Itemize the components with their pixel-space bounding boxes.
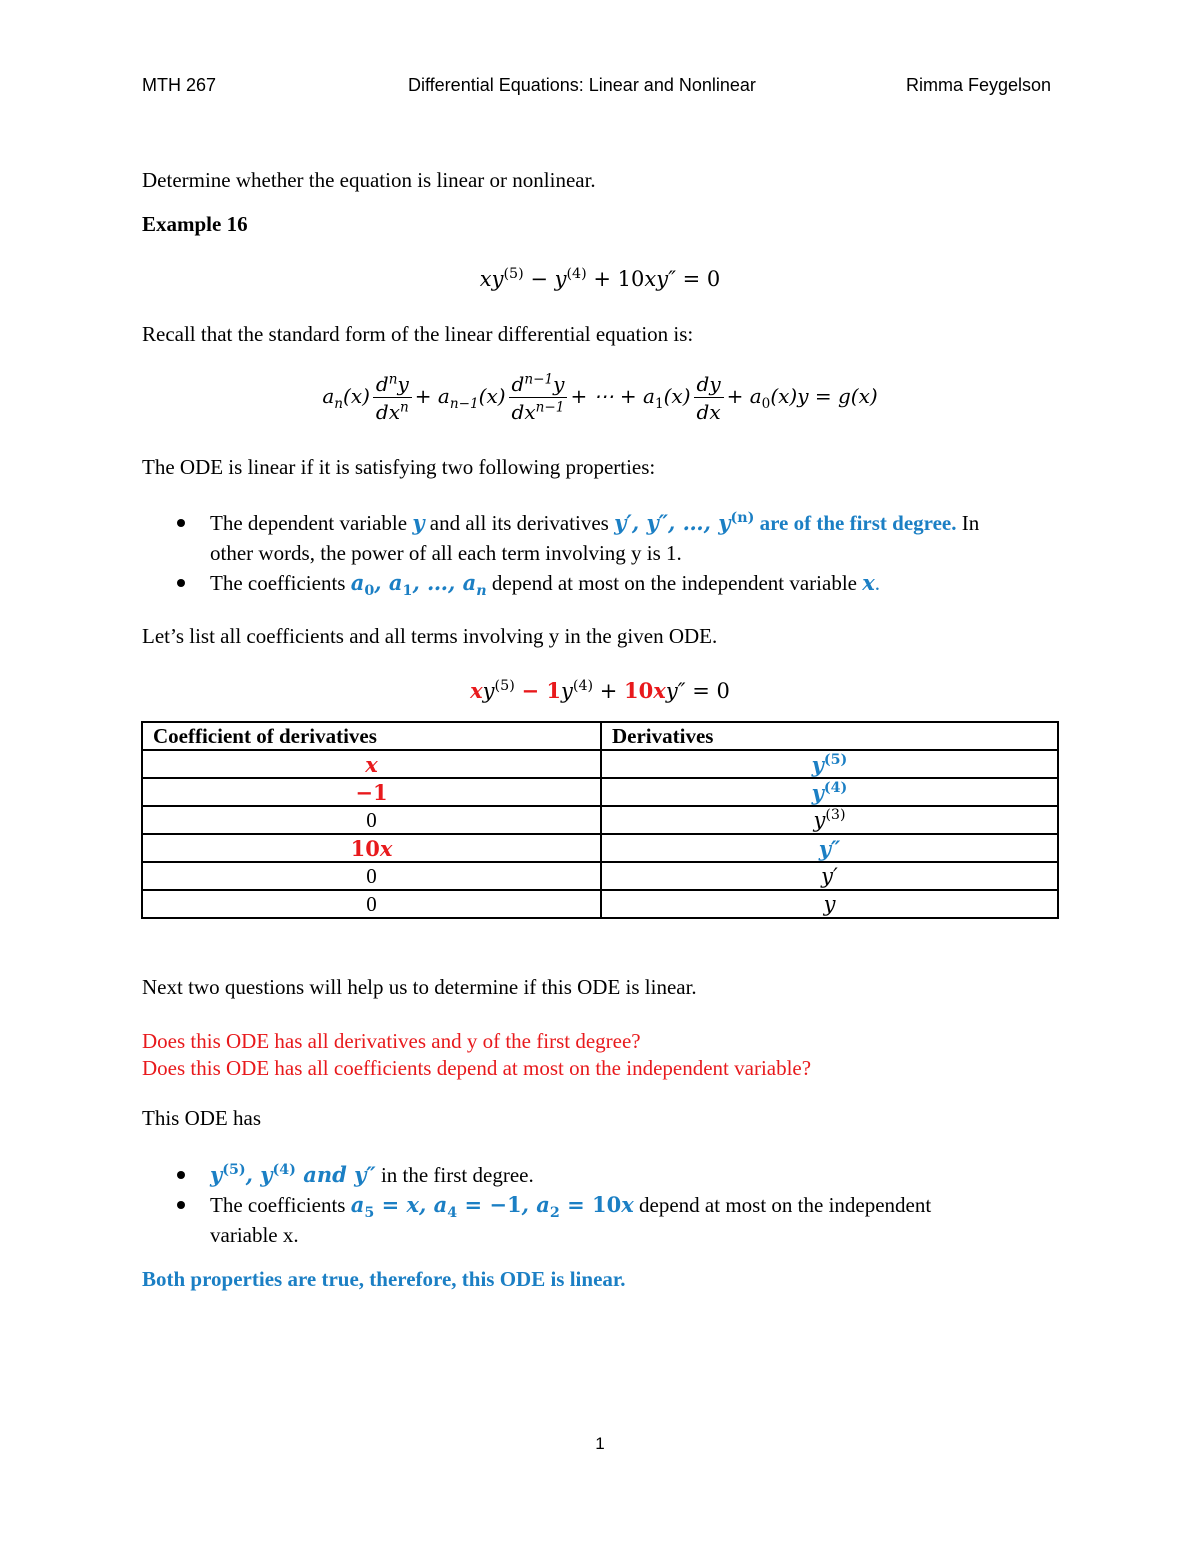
table-row: 0 y′ <box>142 862 1058 890</box>
page-number: 1 <box>595 1434 605 1453</box>
equation-colored: $xy^{(5)} - 1y^{(4)} + 10xy'' = 0$ <box>470 678 730 703</box>
result-2: The coefficients $a_5 = x$, $a_4 = -1$, $a_2 = 10x$ depend at most on the independent variable x. <box>142 1190 1072 1250</box>
question-1: Does this ODE has all derivatives and y of the first degree? <box>142 1029 641 1053</box>
this-ode-has: This ODE has <box>142 1106 261 1130</box>
standard-form-equation: $a_n(x)$ $\frac{d^ny}{dx^n}$ + $a_{n-1}(x)$ $\frac{d^{n-1}y}{dx^{n-1}}$ + ⋯ + $a_1(x)$ $\frac{dy}{dx}$ + $a_0(x)y = g(x)$ <box>322 371 878 424</box>
header-title: Differential Equations: Linear and Nonlinear <box>408 75 756 95</box>
next-text: Next two questions will help us to determine if this ODE is linear. <box>142 975 697 999</box>
table-row: 0 y <box>142 890 1058 918</box>
equation-example: $xy^{(5)} - y^{(4)} + 10xy'' = 0$ <box>479 266 721 291</box>
intro-text: Determine whether the equation is linear or nonlinear. <box>142 168 596 192</box>
conclusion: Both properties are true, therefore, this ODE is linear. <box>142 1267 626 1291</box>
question-2: Does this ODE has all coefficients depend at most on the independent variable? <box>142 1056 812 1080</box>
header-derivatives: Derivatives <box>601 722 1058 750</box>
example-title: Example 16 <box>142 212 248 236</box>
bullet-icon <box>177 579 185 587</box>
coefficient-table <box>141 721 1059 919</box>
results-list <box>142 1160 1072 1250</box>
result-1: $y^{(5)}$, $y^{(4)}$ and y″ in the first degree. <box>142 1160 1072 1190</box>
bullet-icon <box>177 519 185 527</box>
table-row: 10x y″ <box>142 834 1058 862</box>
header-author: Rimma Feygelson <box>906 75 1052 95</box>
table-row: −1 $y^{(4)}$ <box>142 778 1058 806</box>
table-row: x $y^{(5)}$ <box>142 750 1058 778</box>
property-2: The coefficients $a_0$, $a_1$, …, $a_n$ depend at most on the independent variable x. <box>142 568 1072 598</box>
ode-linear-text: The ODE is linear if it is satisfying two following properties: <box>142 455 656 479</box>
properties-list <box>142 508 1072 598</box>
table-header-row <box>142 722 1058 750</box>
table-row: 0 $y^{(3)}$ <box>142 806 1058 834</box>
header-coefficient: Coefficient of derivatives <box>142 722 601 750</box>
list-text: Let’s list all coefficients and all terms involving y in the given ODE. <box>142 624 718 648</box>
header-course: MTH 267 <box>142 75 217 95</box>
recall-text: Recall that the standard form of the linear differential equation is: <box>142 322 694 346</box>
bullet-icon <box>177 1171 185 1179</box>
bullet-icon <box>177 1201 185 1209</box>
property-1: The dependent variable y and all its derivatives y′, y″, …, $y^{(n)}$ are of the first degree. In other words, the power of all each term involving y is 1. <box>142 508 1072 568</box>
